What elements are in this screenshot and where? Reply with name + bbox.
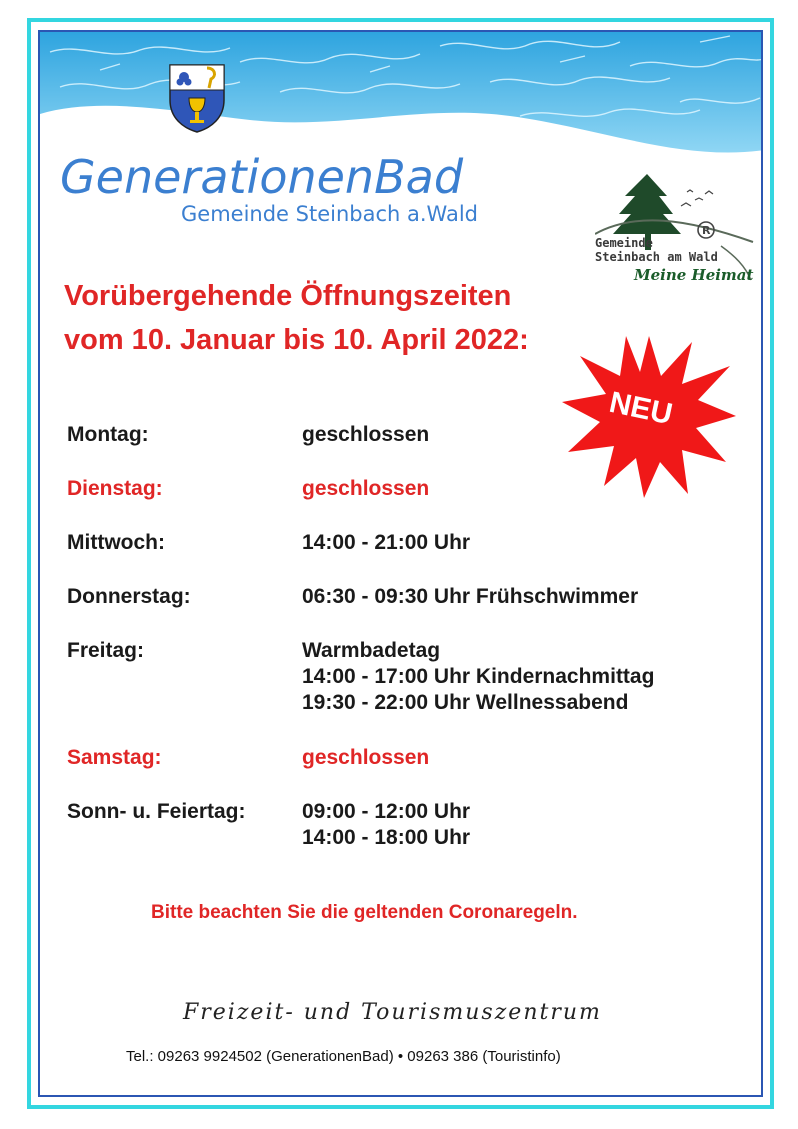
schedule-time-sunday-1: 09:00 - 12:00 Uhr	[302, 800, 471, 823]
schedule-time-saturday: geschlossen	[302, 746, 430, 769]
headline-line-1: Vorübergehende Öffnungszeiten	[64, 280, 512, 312]
schedule-time-friday-3: 19:30 - 22:00 Uhr Wellnessabend	[302, 691, 629, 714]
schedule-day-saturday: Samstag:	[67, 746, 162, 769]
brand-title: GenerationenBad	[60, 150, 464, 204]
poster	[38, 30, 763, 1097]
svg-text:R: R	[702, 224, 711, 237]
schedule-day-tuesday: Dienstag:	[67, 477, 163, 500]
brand-subtitle: Gemeinde Steinbach a.Wald	[181, 202, 478, 226]
new-badge-label: NEU	[606, 385, 676, 432]
coat-of-arms-icon	[167, 62, 227, 134]
corona-notice: Bitte beachten Sie die geltenden Coronaregeln.	[151, 902, 578, 923]
schedule-time-sunday-2: 14:00 - 18:00 Uhr	[302, 826, 471, 849]
schedule-day-friday: Freitag:	[67, 639, 145, 662]
schedule-time-thursday: 06:30 - 09:30 Uhr Frühschwimmer	[302, 585, 639, 608]
schedule-time-friday-1: Warmbadetag	[302, 639, 441, 662]
schedule-day-monday: Montag:	[67, 423, 149, 446]
logo-slogan: Meine Heimat	[634, 266, 754, 284]
schedule-day-sunday-holiday: Sonn- u. Feiertag:	[67, 800, 246, 823]
schedule-day-thursday: Donnerstag:	[67, 585, 191, 608]
headline-line-2: vom 10. Januar bis 10. April 2022:	[64, 324, 529, 356]
schedule-time-monday: geschlossen	[302, 423, 430, 446]
schedule-day-wednesday: Mittwoch:	[67, 531, 165, 554]
schedule-time-friday-2: 14:00 - 17:00 Uhr Kindernachmittag	[302, 665, 655, 688]
schedule-time-wednesday: 14:00 - 21:00 Uhr	[302, 531, 471, 554]
schedule-time-tuesday: geschlossen	[302, 477, 430, 500]
logo-municipality-label: Gemeinde	[595, 236, 653, 250]
logo-municipality-name: Steinbach am Wald	[595, 250, 718, 264]
contact-line: Tel.: 09263 9924502 (GenerationenBad) • 09263 386 (Touristinfo)	[126, 1048, 561, 1065]
footer-title: Freizeit- und Tourismuszentrum	[183, 1000, 602, 1025]
